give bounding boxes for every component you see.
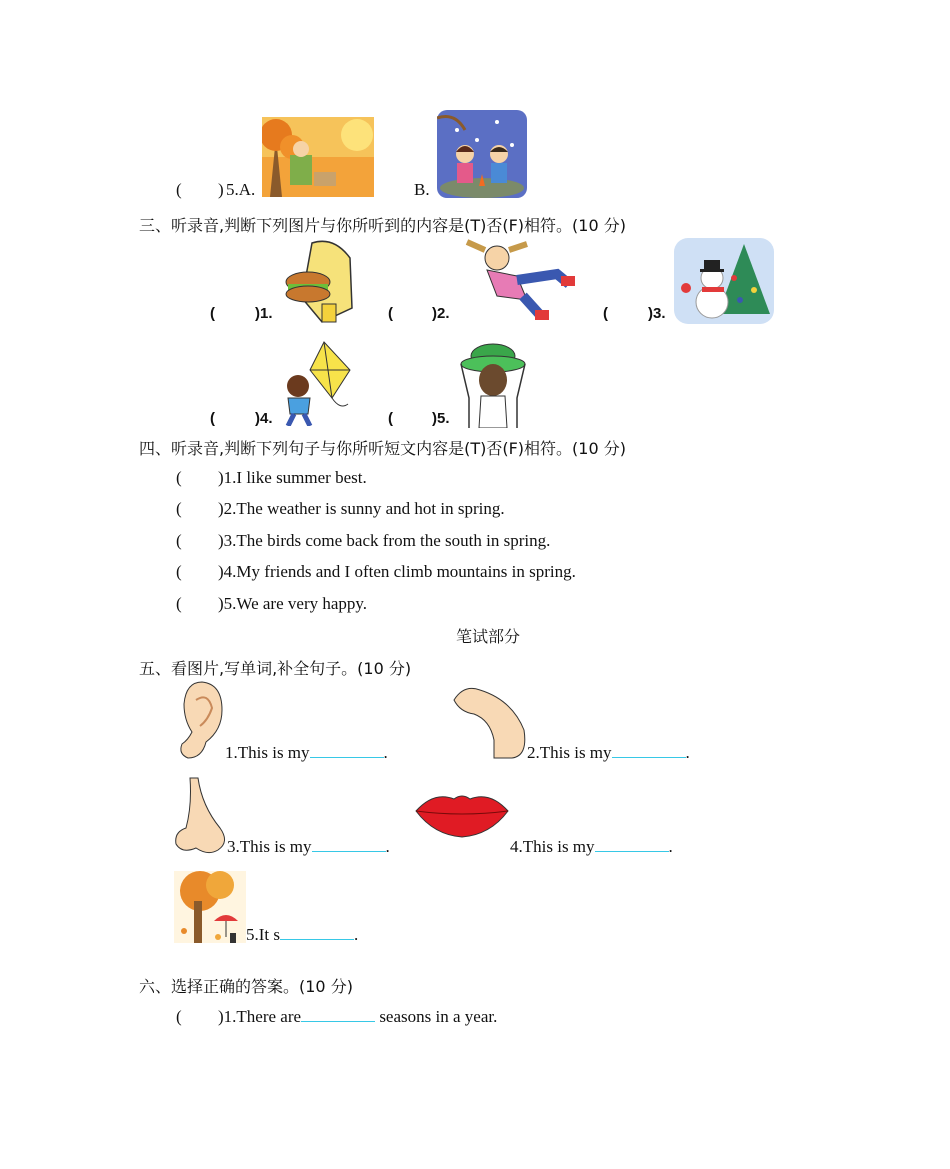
- sec4-item5-paren: (: [176, 594, 182, 613]
- sec6-item1-blank[interactable]: [301, 1007, 375, 1022]
- eating-burger-image: [282, 238, 354, 324]
- sec4-item1-text: )1.I like summer best.: [218, 468, 367, 487]
- sec5-item4-text: 4.This is my: [510, 837, 595, 856]
- sec5-item2: [527, 743, 690, 763]
- sec3-item2-paren: (: [388, 305, 393, 322]
- sec4-item4-text: )4.My friends and I often climb mountains in spring.: [218, 562, 576, 581]
- q2-item5-paren-open: (: [176, 180, 182, 199]
- sec4-item5-text: )5.We are very happy.: [218, 594, 368, 613]
- sec5-item2-end: .: [685, 743, 690, 762]
- q2-item5-label-b: B.: [414, 180, 430, 199]
- sec3-item1-paren: (: [210, 305, 215, 322]
- sec5-item1-text: 1.This is my: [225, 743, 310, 762]
- nose-image: [172, 776, 228, 856]
- sec3-item4-label: )4.: [255, 410, 273, 427]
- written-part-heading: 笔试部分: [456, 627, 521, 646]
- sec3-item3-label: )3.: [648, 305, 666, 322]
- sec5-item3: [227, 837, 390, 857]
- sec5-item1-blank[interactable]: [310, 743, 384, 758]
- sec3-item1-label: )1.: [255, 305, 273, 322]
- sec5-item2-text: 2.This is my: [527, 743, 612, 762]
- green-hat-image: [455, 338, 531, 428]
- section-3-title: 三、听录音,判断下列图片与你所听到的内容是(T)否(F)相符。(10 分): [139, 216, 626, 235]
- sec4-item3-paren: (: [176, 531, 182, 550]
- arm-image: [450, 680, 528, 760]
- winter-campfire-image: [437, 110, 527, 198]
- section-6-title: 六、选择正确的答案。(10 分): [139, 977, 353, 996]
- section-4-title: 四、听录音,判断下列句子与你所听短文内容是(T)否(F)相符。(10 分): [139, 439, 626, 458]
- sec6-item1: [218, 1007, 497, 1027]
- sec4-item4-paren: (: [176, 562, 182, 581]
- boy-kite-image: [280, 340, 352, 426]
- autumn-tree-image: [174, 871, 246, 943]
- sec3-item5-paren: (: [388, 410, 393, 427]
- sec5-item4: [510, 837, 673, 857]
- section-5-title: 五、看图片,写单词,补全句子。(10 分): [139, 659, 412, 678]
- sec5-item5-end: .: [354, 925, 359, 944]
- sec3-item5-label: )5.: [432, 410, 450, 427]
- sec5-item5: [246, 925, 358, 945]
- sec3-item4-paren: (: [210, 410, 215, 427]
- mouth-image: [414, 787, 510, 839]
- sec5-item4-blank[interactable]: [595, 837, 669, 852]
- sec5-item1: [225, 743, 388, 763]
- sec5-item1-end: .: [383, 743, 388, 762]
- snowman-tree-image: [674, 238, 774, 324]
- sec5-item3-text: 3.This is my: [227, 837, 312, 856]
- q2-item5-label-a: 5.A.: [226, 180, 256, 199]
- sec6-item1-post: seasons in a year.: [375, 1007, 498, 1026]
- ear-image: [174, 680, 224, 760]
- q2-item5-paren-close: ): [218, 180, 224, 199]
- sec4-item1-paren: (: [176, 468, 182, 487]
- autumn-picnic-image: [262, 117, 374, 197]
- sec5-item5-blank[interactable]: [280, 925, 354, 940]
- sec5-item3-blank[interactable]: [312, 837, 386, 852]
- sec5-item2-blank[interactable]: [612, 743, 686, 758]
- sec5-item4-end: .: [668, 837, 673, 856]
- sec3-item2-label: )2.: [432, 305, 450, 322]
- girl-falling-image: [457, 236, 577, 324]
- sec5-item5-text: 5.It s: [246, 925, 280, 944]
- sec3-item3-paren: (: [603, 305, 608, 322]
- sec5-item3-end: .: [385, 837, 390, 856]
- sec4-item3-text: )3.The birds come back from the south in spring.: [218, 531, 551, 550]
- sec6-item1-paren: (: [176, 1007, 182, 1026]
- sec4-item2-text: )2.The weather is sunny and hot in spring.: [218, 499, 505, 518]
- sec4-item2-paren: (: [176, 499, 182, 518]
- sec6-item1-pre: )1.There are: [218, 1007, 302, 1026]
